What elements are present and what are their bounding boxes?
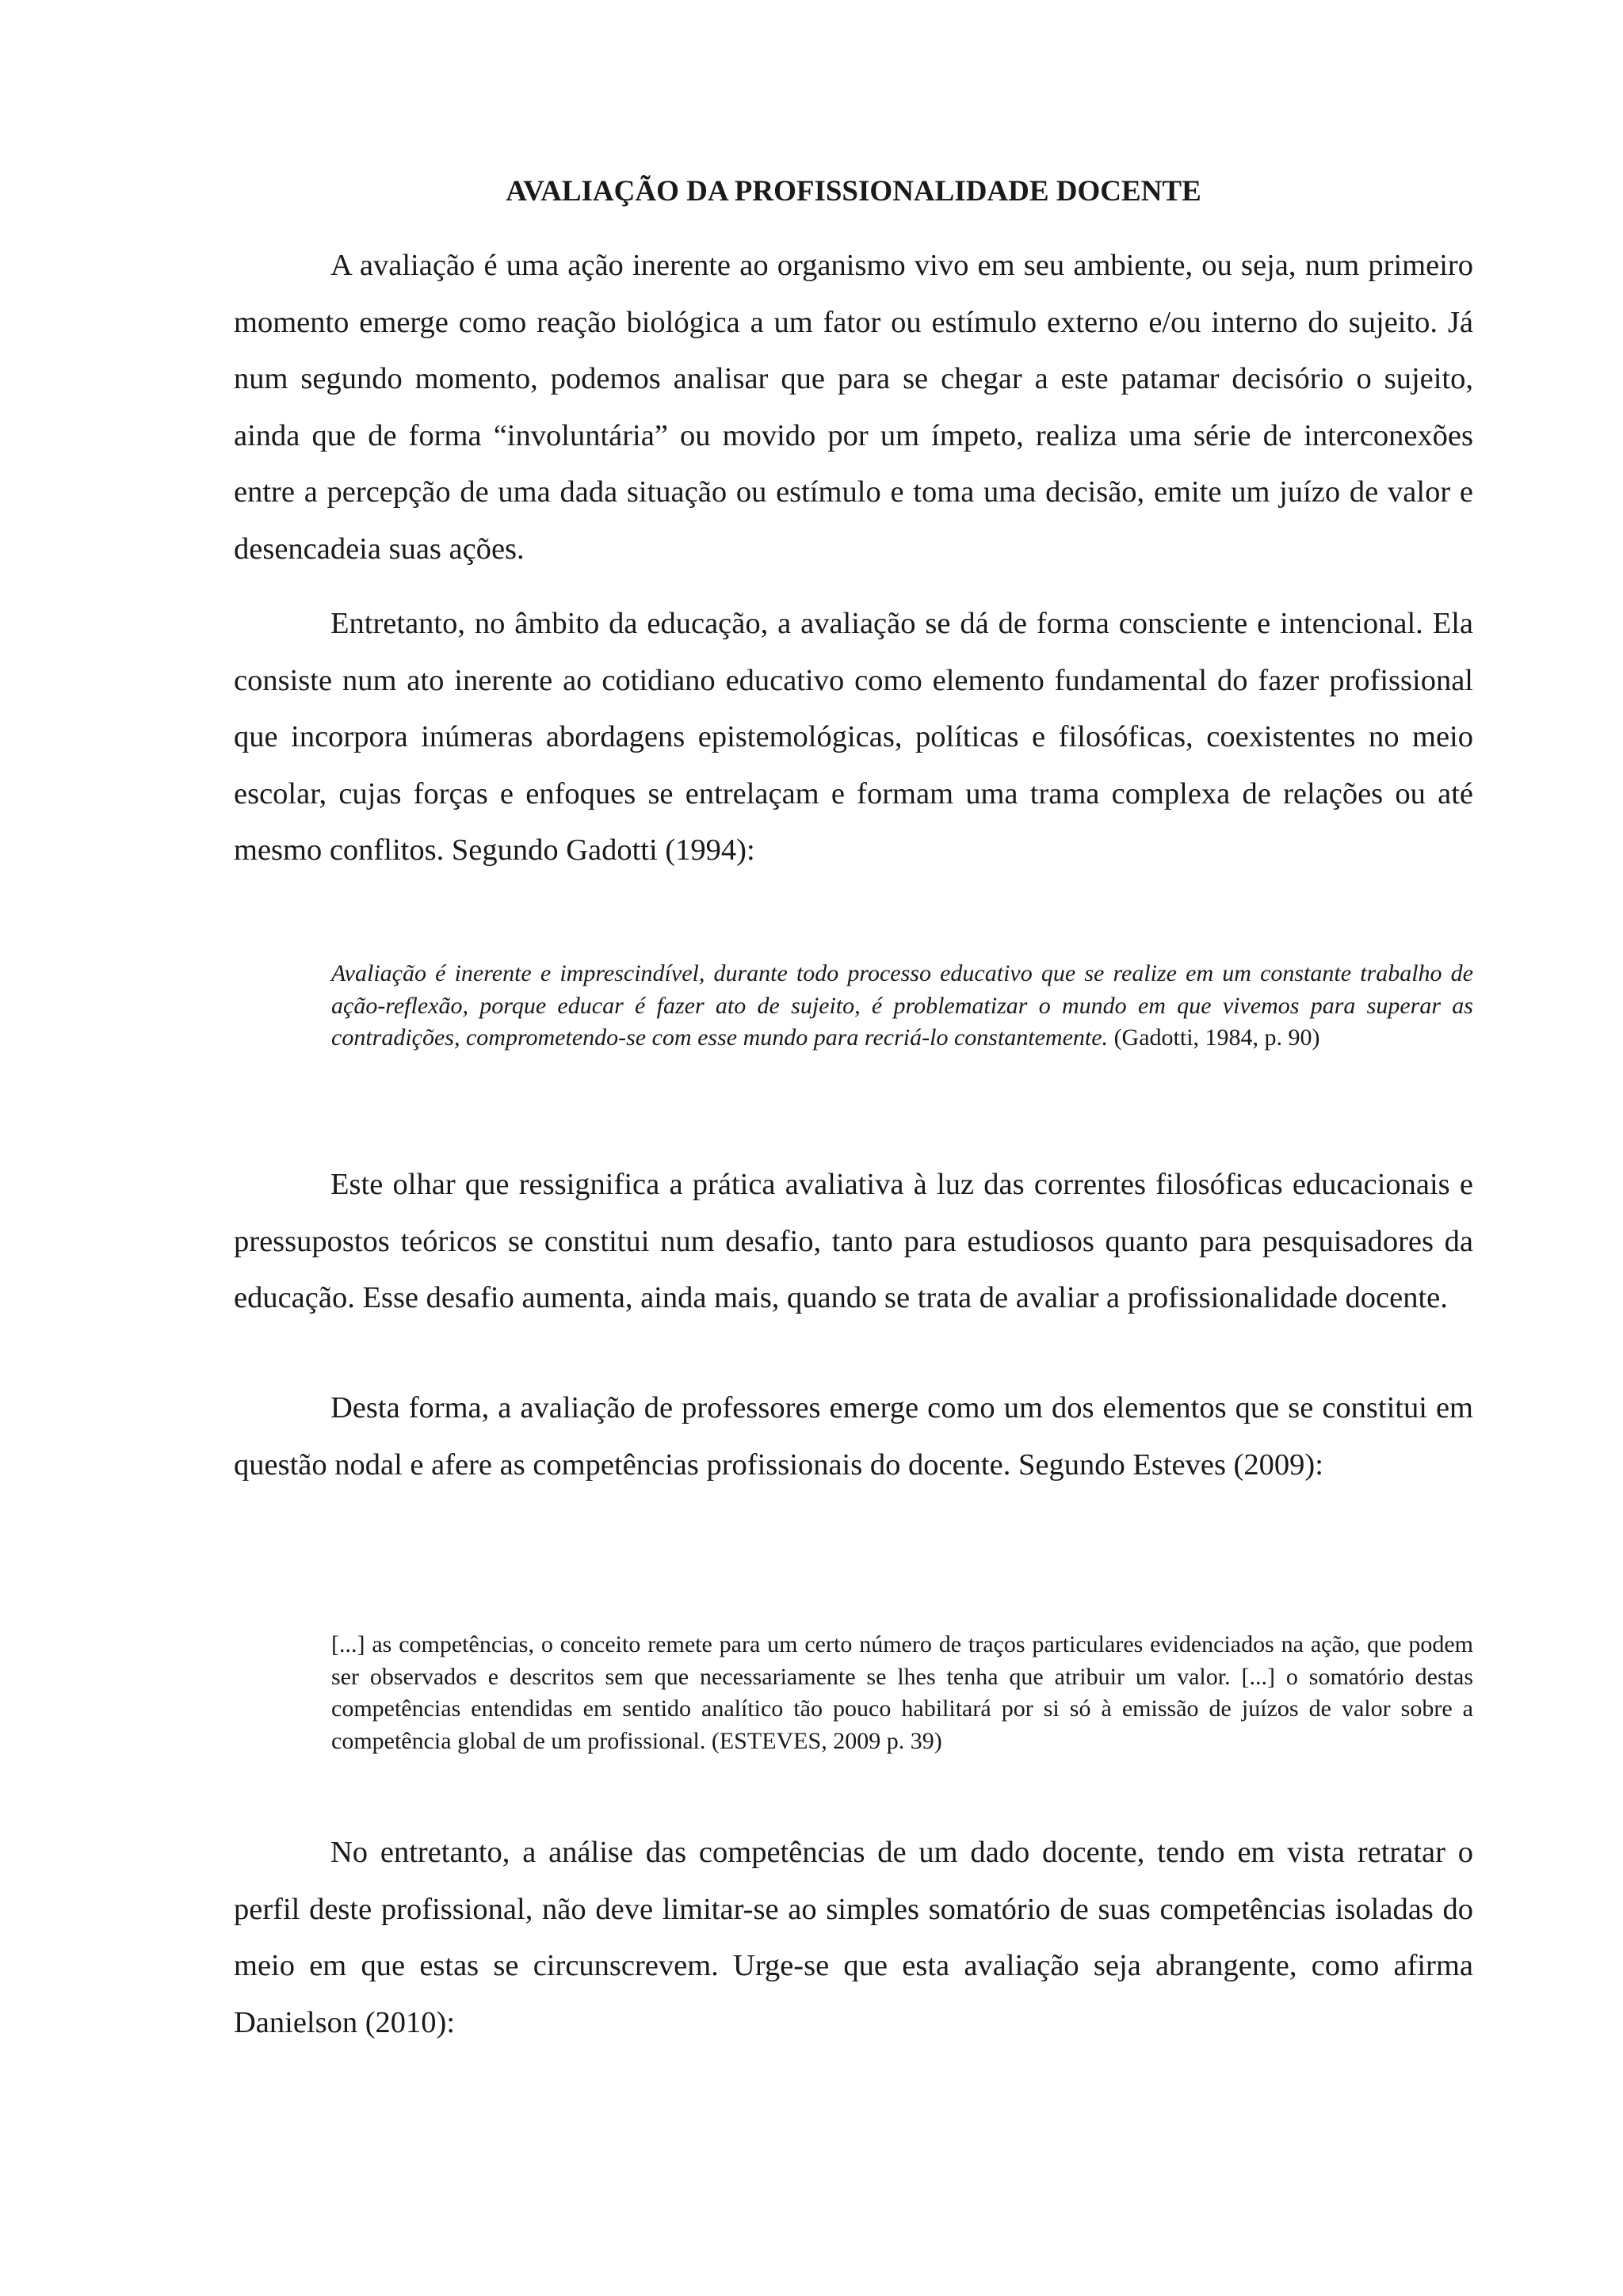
paragraph-1: A avaliação é uma ação inerente ao organismo vivo em seu ambiente, ou seja, num primeiro momento emerge como reação biológica a um fator ou estímulo externo e/ou interno do sujeito. Já num segundo momento, podemos analisar que para se chegar a este patamar decisório o sujeito, ainda que de forma “involuntária” ou movido por um ímpeto, realiza uma série de interconexões entre a percepção de uma dada situação ou estímulo e toma uma decisão, emite um juízo de valor e desencadeia suas ações. [234,249,1473,566]
block-quote-gadotti [331,958,1473,1055]
paragraph-3: Este olhar que ressignifica a prática avaliativa à luz das correntes filosóficas educacionais e pressupostos teóricos se constitui num desafio, tanto para estudiosos quanto para pesquisadores da educação. Esse desafio aumenta, ainda mais, quando se trata de avaliar a profissionalidade docente. [234,1168,1473,1315]
paragraph-4: Desta forma, a avaliação de professores emerge como um dos elementos que se constitui em questão nodal e afere as competências profissionais do docente. Segundo Esteves (2009): [234,1391,1473,1482]
document-title: AVALIAÇÃO DA PROFISSIONALIDADE DOCENTE [506,175,1201,208]
block-quote-esteves: [...] as competências, o conceito remete para um certo número de traços particulares evidenciados na ação, que podem ser observados e descritos sem que necessariamente se lhes tenha que atribuir um valor. [...] o somatório destas competências entendidas em sentido analítico tão pouco habilitará por si só à emissão de juízos de valor sobre a competência global de um profissional. (ESTEVES, 2009 p. 39) [331,1631,1473,1754]
paragraph-5: No entretanto, a análise das competências de um dado docente, tendo em vista retratar o perfil deste profissional, não deve limitar-se ao simples somatório de suas competências isoladas do meio em que estas se circunscrevem. Urge-se que esta avaliação seja abrangente, como afirma Danielson (2010): [234,1836,1473,2039]
paragraph-2: Entretanto, no âmbito da educação, a avaliação se dá de forma consciente e intencional. Ela consiste num ato inerente ao cotidiano educativo como elemento fundamental do fazer profissional que incorpora inúmeras abordagens epistemológicas, políticas e filosóficas, coexistentes no meio escolar, cujas forças e enfoques se entrelaçam e formam uma trama complexa de relações ou até mesmo conflitos. Segundo Gadotti (1994): [234,607,1473,868]
quote-gadotti-text: Avaliação é inerente e imprescindível, durante todo processo educativo que se realize em um constante trabalho de ação-reflexão, porque educar é fazer ato de sujeito, é problematizar o mundo em que vivemos para superar as contradições, comprometendo-se com esse mundo para recriá-lo constantemente. [331,960,1473,1051]
quote-gadotti-citation: (Gadotti, 1984, p. 90) [1108,1024,1320,1051]
